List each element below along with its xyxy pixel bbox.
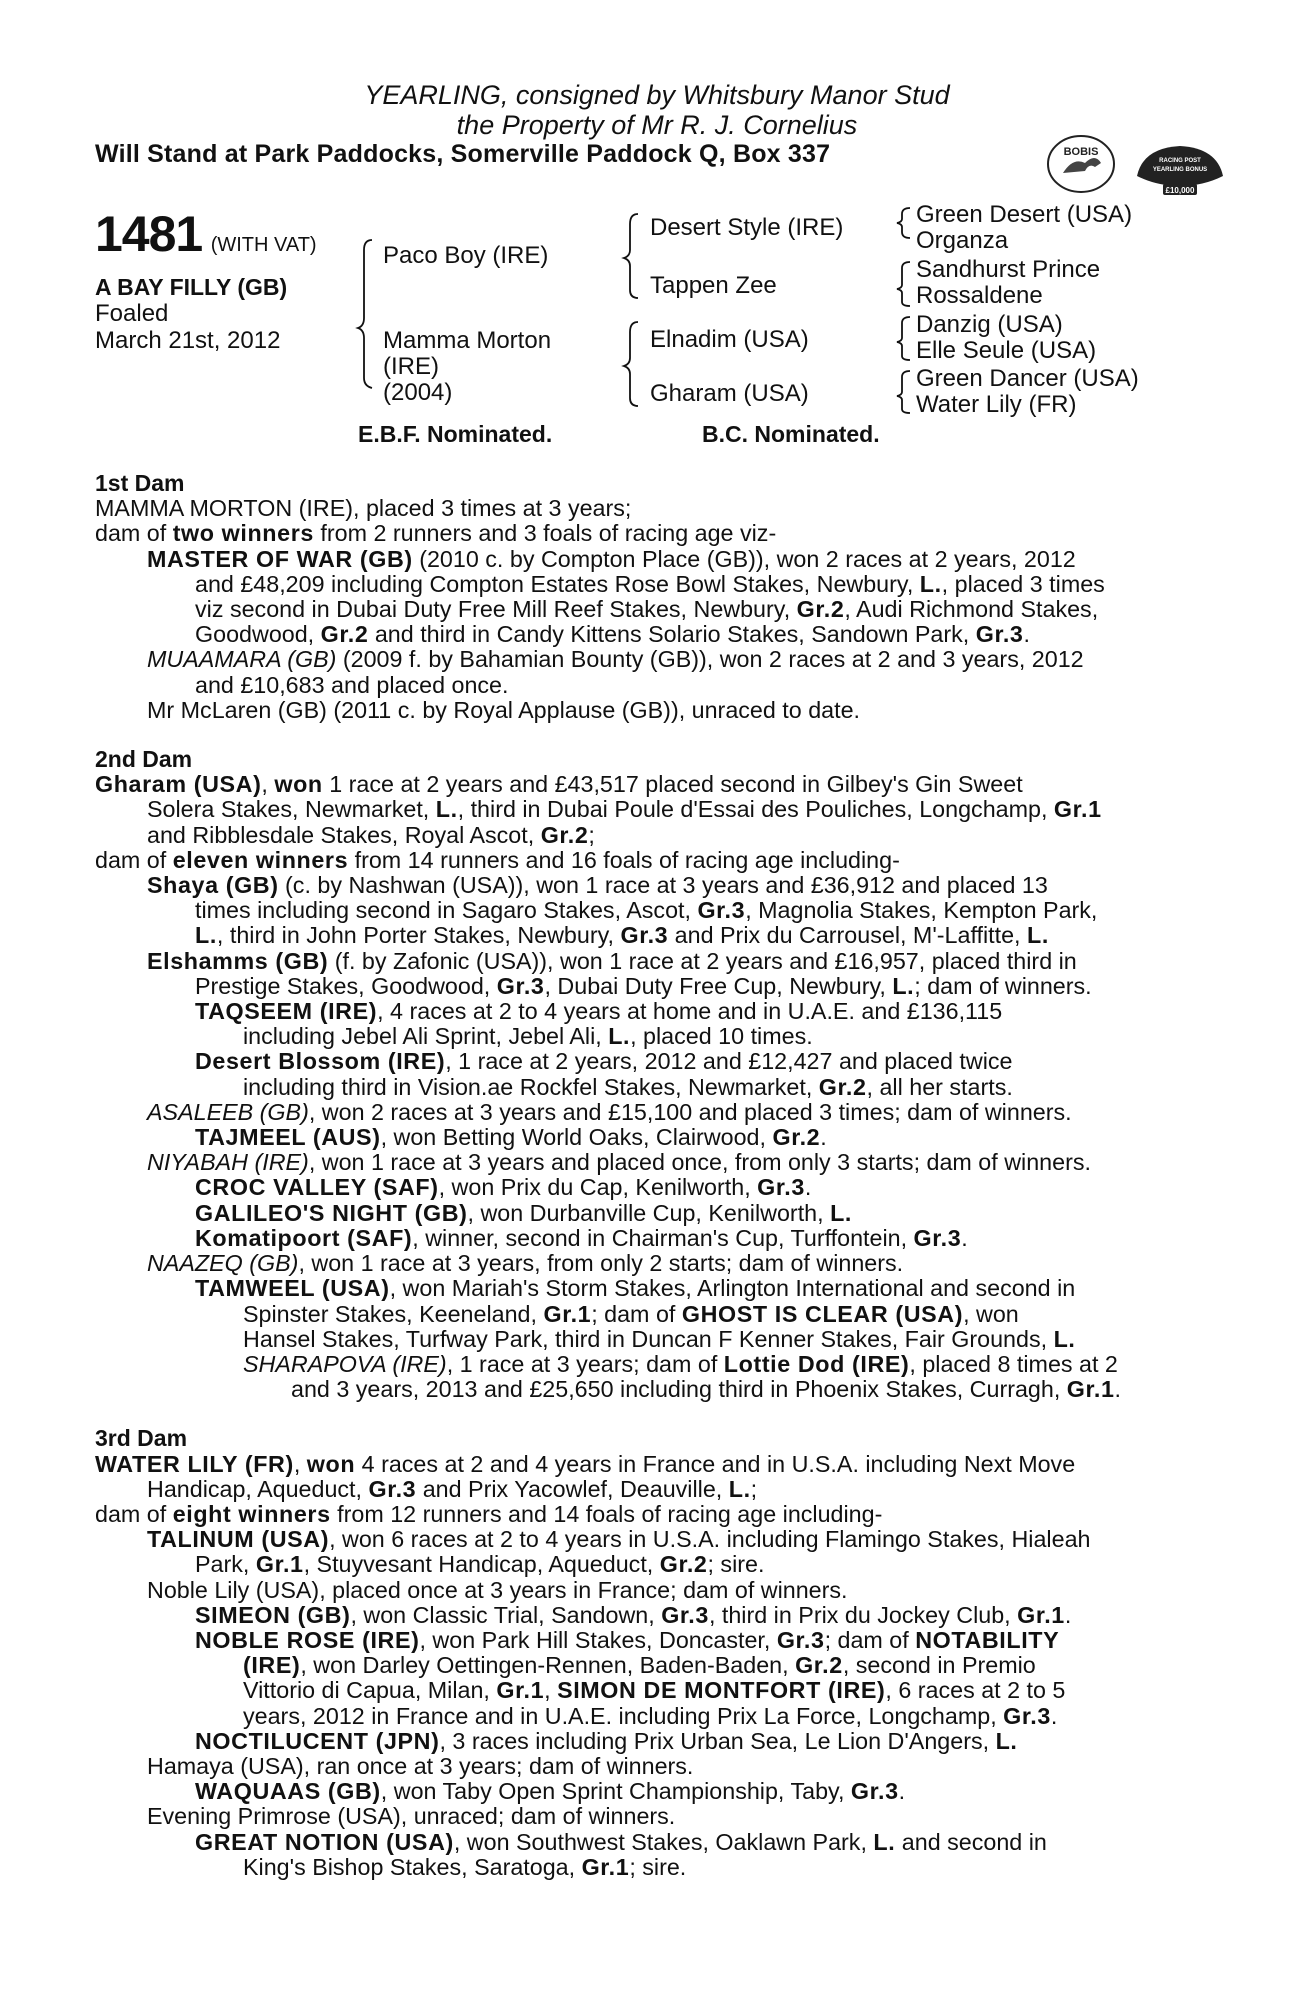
produce-evening-primrose: Evening Primrose (USA), unraced; dam of winners. bbox=[147, 1803, 676, 1830]
dss: Danzig (USA) bbox=[916, 311, 1063, 338]
produce-niyabah: NIYABAH (IRE), won 1 race at 3 years and placed once, from only 3 starts; dam of winners. bbox=[147, 1149, 1091, 1176]
produce-master-of-war-cont3: Goodwood, Gr.2 and third in Candy Kittens Solario Stakes, Sandown Park, Gr.3. bbox=[195, 621, 1030, 648]
produce-talinum-cont: Park, Gr.1, Stuyvesant Handicap, Aqueduct, Gr.2; sire. bbox=[195, 1551, 765, 1578]
produce-shaya: Shaya (GB) (c. by Nashwan (USA)), won 1 race at 3 years and £36,912 and placed 13 bbox=[147, 872, 1048, 899]
dam-name-line1: Mamma Morton bbox=[383, 327, 552, 354]
sss: Green Desert (USA) bbox=[916, 201, 1133, 228]
produce-master-of-war: MASTER OF WAR (GB) (2010 c. by Compton Place (GB)), won 2 races at 2 years, 2012 bbox=[147, 545, 1076, 572]
lot-number: 1481 bbox=[95, 206, 203, 262]
third-dam-line: WATER LILY (FR), won 4 races at 2 and 4 years in France and in U.S.A. including Next Move bbox=[95, 1450, 1076, 1477]
ssd: Organza bbox=[916, 227, 1009, 254]
third-dam-cont: Handicap, Aqueduct, Gr.3 and Prix Yacowlef, Deauville, L.; bbox=[147, 1475, 758, 1502]
produce-tamweel: TAMWEEL (USA), won Mariah's Storm Stakes, Arlington International and second in bbox=[195, 1275, 1076, 1302]
sire-sire: Desert Style (IRE) bbox=[650, 214, 844, 241]
produce-noble-lily: Noble Lily (USA), placed once at 3 years in France; dam of winners. bbox=[147, 1576, 848, 1603]
produce-taqseem: TAQSEEM (IRE), 4 races at 2 to 4 years at home and in U.A.E. and £136,115 bbox=[195, 998, 1003, 1025]
produce-master-of-war-cont1: and £48,209 including Compton Estates Rose Bowl Stakes, Newbury, L., placed 3 times bbox=[195, 570, 1105, 597]
produce-elshamms-cont: Prestige Stakes, Goodwood, Gr.3, Dubai Duty Free Cup, Newbury, L.; dam of winners. bbox=[195, 972, 1092, 999]
produce-croc-valley: CROC VALLEY (SAF), won Prix du Cap, Kenilworth, Gr.3. bbox=[195, 1174, 812, 1201]
dsd: Elle Seule (USA) bbox=[916, 337, 1097, 364]
produce-komatipoort: Komatipoort (SAF), winner, second in Chairman's Cup, Turffontein, Gr.3. bbox=[195, 1224, 968, 1251]
dam-sire: Elnadim (USA) bbox=[650, 326, 809, 353]
first-dam-line: MAMMA MORTON (IRE), placed 3 times at 3 years; bbox=[95, 495, 632, 522]
sire-dam: Tappen Zee bbox=[650, 272, 777, 299]
dds: Green Dancer (USA) bbox=[916, 365, 1139, 392]
dam-name-line3: (2004) bbox=[383, 379, 453, 406]
header-location: Will Stand at Park Paddocks, Somerville Paddock Q, Box 337 bbox=[95, 140, 831, 168]
ddd: Water Lily (FR) bbox=[916, 391, 1077, 418]
foaled-label: Foaled bbox=[95, 300, 169, 327]
produce-desert-blossom-cont: including third in Vision.ae Rockfel Stakes, Newmarket, Gr.2, all her starts. bbox=[243, 1073, 1013, 1100]
foaled-date: March 21st, 2012 bbox=[95, 327, 281, 354]
produce-muaamara-cont: and £10,683 and placed once. bbox=[195, 671, 509, 698]
produce-noble-rose-cont2: Vittorio di Capua, Milan, Gr.1, SIMON DE MONTFORT (IRE), 6 races at 2 to 5 bbox=[243, 1677, 1066, 1704]
header-property: the Property of Mr R. J. Cornelius bbox=[456, 110, 858, 140]
produce-tamweel-cont2: Hansel Stakes, Turfway Park, third in Duncan F Kenner Stakes, Fair Grounds, L. bbox=[243, 1325, 1076, 1352]
produce-master-of-war-cont2: viz second in Dubai Duty Free Mill Reef Stakes, Newbury, Gr.2, Audi Richmond Stakes, bbox=[195, 596, 1099, 623]
produce-simeon: SIMEON (GB), won Classic Trial, Sandown, Gr.3, third in Prix du Jockey Club, Gr.1. bbox=[195, 1601, 1072, 1628]
produce-shaya-cont1: times including second in Sagaro Stakes, Ascot, Gr.3, Magnolia Stakes, Kempton Park, bbox=[195, 897, 1098, 924]
produce-elshamms: Elshamms (GB) (f. by Zafonic (USA)), won 1 race at 2 years and £16,957, placed third in bbox=[147, 947, 1077, 974]
third-dam-produce-summary: dam of eight winners from 12 runners and 14 foals of racing age including- bbox=[95, 1500, 883, 1527]
produce-sharapova: SHARAPOVA (IRE), 1 race at 3 years; dam of Lottie Dod (IRE), placed 8 times at 2 bbox=[243, 1350, 1118, 1377]
first-dam-produce-summary: dam of two winners from 2 runners and 3 foals of racing age viz- bbox=[95, 520, 777, 547]
produce-asaleeb: ASALEEB (GB), won 2 races at 3 years and £15,100 and placed 3 times; dam of winners. bbox=[147, 1098, 1072, 1125]
produce-desert-blossom: Desert Blossom (IRE), 1 race at 2 years, 2012 and £12,427 and placed twice bbox=[195, 1048, 1013, 1075]
svg-text:RACING POST: RACING POST bbox=[1159, 158, 1201, 164]
produce-taqseem-cont: including Jebel Ali Sprint, Jebel Ali, L., placed 10 times. bbox=[243, 1023, 813, 1050]
produce-great-notion-cont: King's Bishop Stakes, Saratoga, Gr.1; sire. bbox=[243, 1853, 687, 1880]
produce-great-notion: GREAT NOTION (USA), won Southwest Stakes, Oaklawn Park, L. and second in bbox=[195, 1828, 1047, 1855]
vat-note: (WITH VAT) bbox=[210, 234, 317, 256]
header-consignor: YEARLING, consigned by Whitsbury Manor Stud bbox=[364, 80, 950, 110]
produce-waquaas: WAQUAAS (GB), won Taby Open Sprint Championship, Taby, Gr.3. bbox=[195, 1778, 906, 1805]
produce-naazeq: NAAZEQ (GB), won 1 race at 3 years, from only 2 starts; dam of winners. bbox=[147, 1250, 904, 1277]
sds: Sandhurst Prince bbox=[916, 256, 1101, 283]
dam-name-line2: (IRE) bbox=[383, 353, 439, 380]
produce-tamweel-cont1: Spinster Stakes, Keeneland, Gr.1; dam of GHOST IS CLEAR (USA), won bbox=[243, 1300, 1019, 1327]
ebf-nominated: E.B.F. Nominated. bbox=[358, 421, 553, 447]
produce-noble-rose: NOBLE ROSE (IRE), won Park Hill Stakes, Doncaster, Gr.3; dam of NOTABILITY bbox=[195, 1626, 1060, 1653]
produce-muaamara: MUAAMARA (GB) (2009 f. by Bahamian Bounty (GB)), won 2 races at 2 and 3 years, 2012 bbox=[147, 646, 1084, 673]
second-dam-cont2: and Ribblesdale Stakes, Royal Ascot, Gr.2; bbox=[147, 821, 595, 848]
first-dam-heading: 1st Dam bbox=[95, 470, 185, 496]
second-dam-cont1: Solera Stakes, Newmarket, L., third in Dubai Poule d'Essai des Pouliches, Longchamp, Gr.1 bbox=[147, 796, 1102, 823]
second-dam-line: Gharam (USA), won 1 race at 2 years and £43,517 placed second in Gilbey's Gin Sweet bbox=[95, 771, 1023, 798]
third-dam-heading: 3rd Dam bbox=[95, 1425, 188, 1452]
dam-dam: Gharam (USA) bbox=[650, 380, 809, 407]
produce-mr-mclaren: Mr McLaren (GB) (2011 c. by Royal Applause (GB)), unraced to date. bbox=[147, 696, 861, 723]
produce-talinum: TALINUM (USA), won 6 races at 2 to 4 years in U.S.A. including Flamingo Stakes, Hialeah bbox=[147, 1526, 1091, 1553]
produce-noble-rose-cont1: (IRE), won Darley Oettingen-Rennen, Baden-Baden, Gr.2, second in Premio bbox=[243, 1652, 1036, 1679]
dam-records bbox=[95, 471, 1195, 1880]
bonus-amount: £10,000 bbox=[1165, 186, 1195, 195]
sire-name: Paco Boy (IRE) bbox=[383, 242, 549, 269]
second-dam-produce-summary: dam of eleven winners from 14 runners and 16 foals of racing age including- bbox=[95, 846, 900, 873]
lot-description: A BAY FILLY (GB) bbox=[95, 274, 288, 300]
bobis-logo-text: BOBIS bbox=[1063, 146, 1099, 158]
second-dam-heading: 2nd Dam bbox=[95, 746, 193, 773]
produce-galileos-night: GALILEO'S NIGHT (GB), won Durbanville Cup, Kenilworth, L. bbox=[195, 1199, 852, 1226]
produce-hamaya: Hamaya (USA), ran once at 3 years; dam of winners. bbox=[147, 1752, 694, 1779]
produce-noctilucent: NOCTILUCENT (JPN), 3 races including Prix Urban Sea, Le Lion D'Angers, L. bbox=[195, 1727, 1018, 1754]
produce-sharapova-cont: and 3 years, 2013 and £25,650 including third in Phoenix Stakes, Curragh, Gr.1. bbox=[291, 1376, 1122, 1403]
svg-text:YEARLING BONUS: YEARLING BONUS bbox=[1152, 167, 1208, 173]
bc-nominated: B.C. Nominated. bbox=[702, 421, 880, 447]
produce-tajmeel: TAJMEEL (AUS), won Betting World Oaks, Clairwood, Gr.2. bbox=[195, 1124, 827, 1151]
produce-shaya-cont2: L., third in John Porter Stakes, Newbury, Gr.3 and Prix du Carrousel, M'-Laffitte, L. bbox=[195, 922, 1049, 949]
sdd: Rossaldene bbox=[916, 282, 1043, 309]
produce-noble-rose-cont3: years, 2012 in France and in U.A.E. including Prix La Force, Longchamp, Gr.3. bbox=[243, 1702, 1058, 1729]
